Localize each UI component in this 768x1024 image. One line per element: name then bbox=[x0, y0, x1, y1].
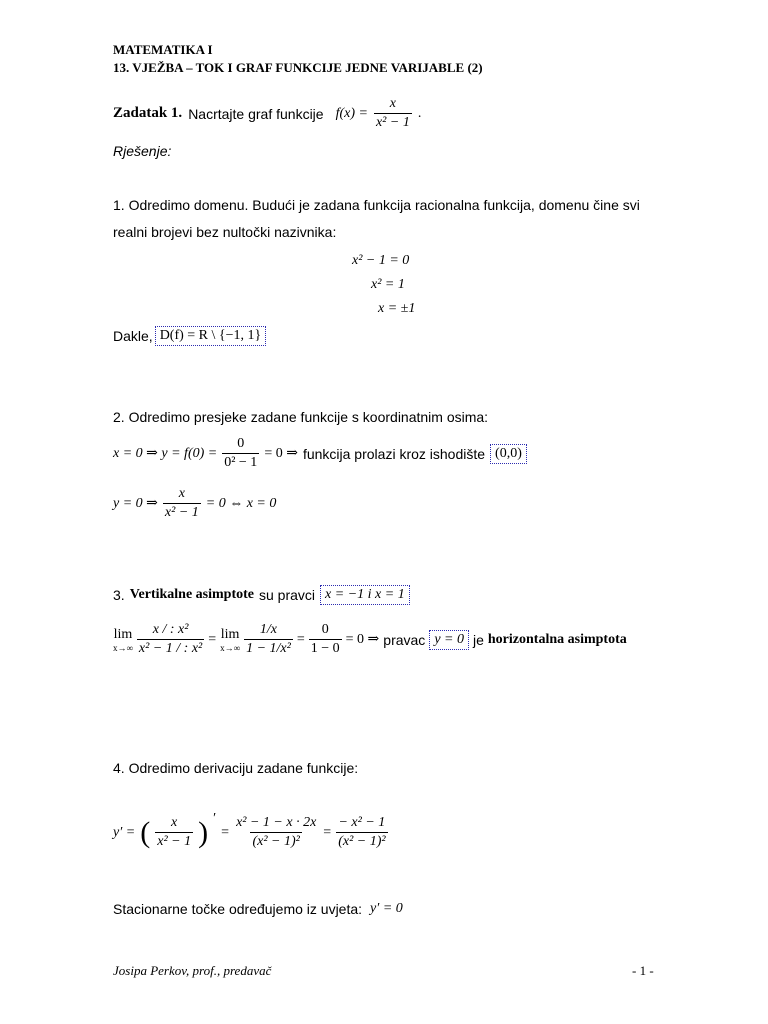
limit-frac3-num: 0 bbox=[321, 622, 329, 637]
step1-eq3: x = ±1 bbox=[378, 301, 416, 316]
step1-eq1: x² − 1 = 0 bbox=[352, 253, 410, 268]
limit-frac1 bbox=[137, 622, 204, 657]
page-number: - 1 - bbox=[632, 963, 654, 978]
step3-bold: Vertikalne asimptote bbox=[129, 587, 254, 602]
limit-frac1-den: x² − 1 / : x² bbox=[138, 641, 203, 656]
limit-frac2-num: 1/x bbox=[259, 622, 277, 637]
step2-eqA-fraction bbox=[222, 436, 259, 471]
step2-eqB-fraction bbox=[163, 486, 201, 521]
eq-d2: = bbox=[323, 824, 332, 840]
task-func-end: . bbox=[417, 105, 422, 121]
derivative-lhs: y′ = bbox=[113, 824, 136, 840]
lim-1: lim bbox=[113, 626, 133, 642]
derivative-right-num: − x² − 1 bbox=[338, 815, 386, 830]
lim-2-sub: x→∞ bbox=[220, 642, 241, 653]
task-func-den: x² − 1 bbox=[375, 115, 410, 130]
left-paren: ( bbox=[140, 815, 151, 849]
derivative-mid-frac bbox=[234, 815, 318, 850]
right-paren: ) bbox=[198, 815, 209, 849]
step2-eqA-num: 0 bbox=[237, 436, 245, 451]
stationary-text: Stacionarne točke određujemo iz uvjeta: bbox=[113, 901, 363, 917]
task-func-fraction bbox=[374, 96, 412, 131]
step2-eqB-den: x² − 1 bbox=[164, 505, 199, 520]
limit-result: = 0 ⇒ bbox=[345, 632, 380, 647]
footer-author: Josipa Perkov, prof., predavač bbox=[113, 963, 272, 978]
derivative-mid-num: x² − 1 − x · 2x bbox=[236, 815, 317, 830]
limit-frac1-num: x / : x² bbox=[152, 622, 189, 637]
course-title: MATEMATIKA I bbox=[113, 42, 213, 57]
domain-prefix: Dakle, bbox=[113, 328, 153, 344]
stationary-line bbox=[113, 901, 403, 917]
derivative-inner-den: x² − 1 bbox=[157, 834, 192, 849]
limit-frac2-den: 1 − 1/x² bbox=[246, 641, 291, 656]
task-label: Zadatak 1. bbox=[113, 105, 183, 121]
step1-eq2: x² = 1 bbox=[371, 277, 405, 292]
eq-2: = bbox=[296, 631, 305, 647]
domain-line bbox=[113, 326, 266, 346]
lim-1-sub: x→∞ bbox=[113, 642, 133, 653]
horizontal-asymptote-box: y = 0 bbox=[429, 630, 469, 650]
limit-expression bbox=[113, 622, 627, 657]
limit-frac2 bbox=[244, 622, 293, 657]
step2-eqB-end: = 0 ⇔ x = 0 bbox=[205, 495, 277, 511]
step1-line2: realni brojevi bez nultočki nazivnika: bbox=[113, 224, 337, 240]
step2-eqB-num: x bbox=[178, 486, 185, 501]
task-line bbox=[113, 96, 421, 131]
step2-eqB-start: y = 0 ⇒ bbox=[113, 496, 158, 511]
eq-d1: = bbox=[221, 824, 230, 840]
step2-eqB bbox=[113, 486, 276, 521]
horizontal-asymptote-label: horizontalna asimptota bbox=[487, 631, 627, 647]
derivative-prime: ′ bbox=[213, 810, 217, 826]
step2-eqA bbox=[113, 436, 527, 471]
derivative-inner-frac bbox=[155, 815, 193, 850]
task-func-lhs: f(x) = bbox=[335, 105, 368, 121]
derivative-right-frac bbox=[336, 815, 387, 850]
task-func-num: x bbox=[389, 96, 396, 111]
limit-2 bbox=[220, 627, 240, 653]
step2-eqA-text: funkcija prolazi kroz ishodište bbox=[302, 445, 486, 462]
domain-box: D(f) = R \ {−1, 1} bbox=[155, 326, 267, 346]
step2-eqA-den: 0² − 1 bbox=[224, 455, 258, 470]
step2-eqA-end: = 0 ⇒ bbox=[264, 446, 298, 461]
step3-prefix: 3. bbox=[113, 587, 125, 603]
step2-line: 2. Odredimo presjeke zadane funkcije s koordinatnim osima: bbox=[113, 409, 489, 425]
step1-line1: 1. Odredimo domenu. Budući je zadana funkcija racionalna funkcija, domenu čine svi bbox=[113, 197, 640, 213]
limit-1 bbox=[113, 627, 133, 653]
stationary-eq: y′ = 0 bbox=[370, 901, 403, 916]
exercise-title: 13. VJEŽBA – TOK I GRAF FUNKCIJE JEDNE VARIJABLE (2) bbox=[113, 60, 483, 75]
step3-line bbox=[113, 585, 410, 605]
limit-frac3-den: 1 − 0 bbox=[310, 641, 340, 656]
derivative-inner-num: x bbox=[171, 815, 178, 830]
limit-frac3 bbox=[309, 622, 342, 657]
derivative-mid-den: (x² − 1)² bbox=[252, 834, 300, 849]
eq-1: = bbox=[208, 631, 217, 647]
je-text: je bbox=[472, 631, 484, 648]
step3-text: su pravci bbox=[259, 587, 316, 603]
task-text: Nacrtajte graf funkcije bbox=[188, 105, 324, 122]
vertical-asymptote-box: x = −1 i x = 1 bbox=[320, 585, 410, 605]
step2-eqA-start: x = 0 ⇒ y = f(0) = bbox=[113, 446, 218, 461]
step4-line: 4. Odredimo derivaciju zadane funkcije: bbox=[113, 760, 359, 776]
lim-2: lim bbox=[220, 626, 240, 642]
derivative-right-den: (x² − 1)² bbox=[338, 834, 386, 849]
pravac-text: pravac bbox=[383, 631, 426, 648]
origin-box: (0,0) bbox=[490, 444, 527, 464]
solution-label: Rješenje: bbox=[113, 143, 172, 159]
derivative-expression bbox=[113, 810, 388, 850]
